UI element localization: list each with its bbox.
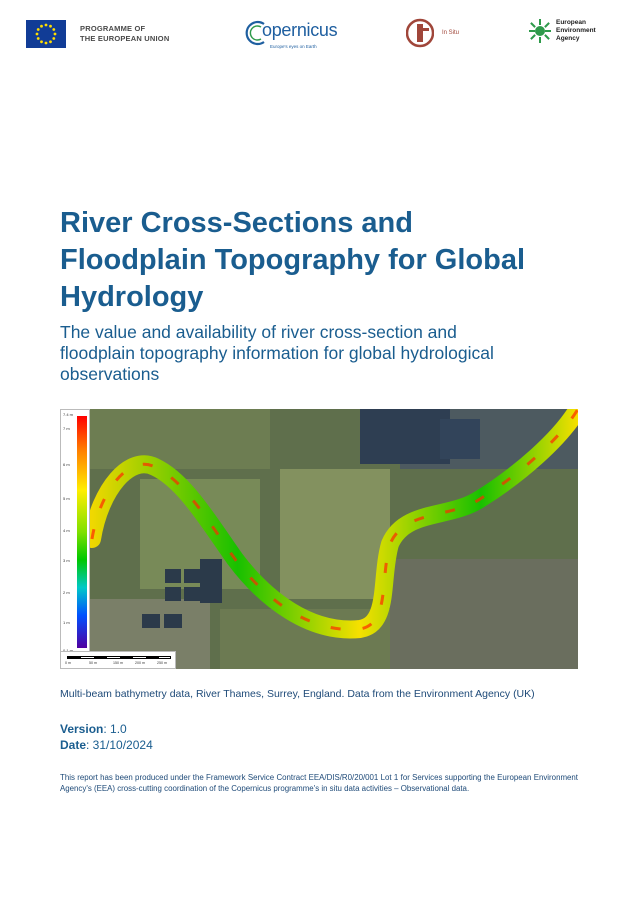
legend-tick: 3 m [63,558,70,563]
map-scalebar [60,651,176,669]
eea-line2: Environment [556,27,596,34]
legend-tick: 7.4 m [63,412,74,417]
eu-flag-icon [26,20,66,48]
document-subtitle [60,322,600,385]
title-line3: Hydrology [60,281,204,313]
eu-programme-logo [26,20,169,48]
insitu-label: In Situ [442,30,460,36]
contract-disclaimer: This report has been produced under the Framework Service Contract EEA/DIS/R0/20/001 Lot 1 for Services supporting the European Environment Agency's (EEA) cross-cutting coordination of the Copernicus programme's in situ data activities – Observational data. [60,773,578,793]
eu-programme-line2: THE EUROPEAN UNION [80,34,170,43]
scale-label: 0 m [65,661,71,665]
subtitle-line2: floodplain topography information for global hydrological [60,343,494,363]
eea-line1: European [556,19,586,26]
scale-label: 200 m [135,661,145,665]
subtitle-line3: observations [60,364,160,384]
scale-label: 250 m [157,661,167,665]
figure-caption: Multi-beam bathymetry data, River Thames, Surrey, England. Data from the Environment Agency (UK) [60,688,535,700]
legend-tick: 1 m [63,620,70,625]
eea-emblem-icon [529,18,551,44]
legend-tick: 4 m [63,528,70,533]
version-value: : 1.0 [103,722,127,736]
scalebar-line [67,656,171,659]
version-label: Version [60,722,104,736]
title-line2: Floodplain Topography for Global [60,244,526,276]
date-line [60,738,153,752]
date-label: Date [60,738,87,752]
title-line1: River Cross-Sections and [60,207,413,239]
copernicus-wordmark: opernicus [262,20,338,40]
document-title [60,205,600,316]
legend-tick: 6 m [63,462,70,467]
eea-line3: Agency [556,35,580,42]
scale-label: 50 m [89,661,97,665]
legend-tick: 5 m [63,496,70,501]
depth-legend-gradient [77,416,87,648]
eu-programme-text [80,24,169,44]
eu-programme-line1: PROGRAMME OF [80,24,146,33]
eea-text [556,19,596,43]
version-line [60,722,127,736]
eea-logo [529,18,596,44]
scale-label: 150 m [113,661,123,665]
copernicus-tagline: Europe's eyes on Earth [270,44,317,49]
date-value: : 31/10/2024 [86,738,153,752]
insitu-mark-icon [406,18,434,48]
legend-tick: 7 m [63,426,70,431]
insitu-logo [406,18,459,48]
copernicus-logo [244,18,336,54]
legend-tick: 2 m [63,590,70,595]
bathymetry-cover-image [60,409,578,669]
depth-legend [60,409,90,661]
subtitle-line1: The value and availability of river cross-section and [60,322,457,342]
